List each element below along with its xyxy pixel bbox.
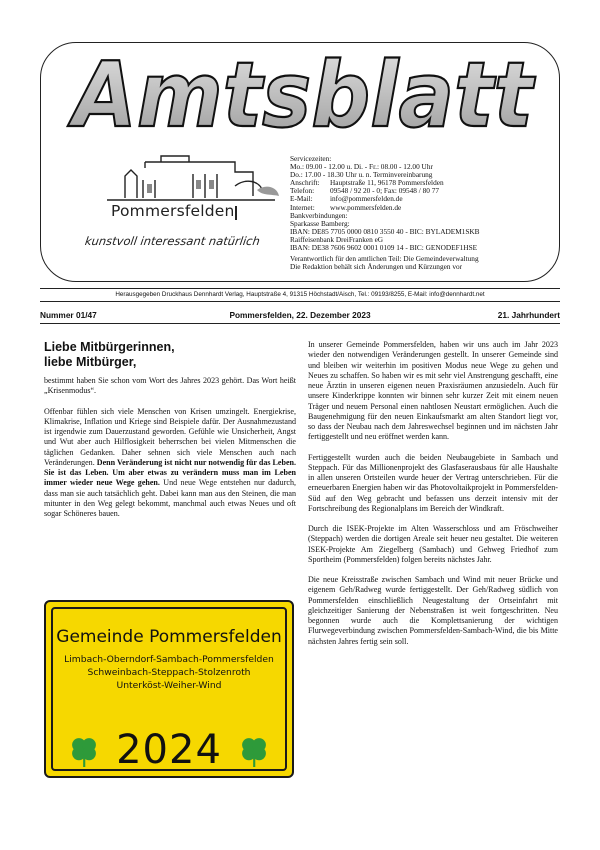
contact-row: [290, 212, 560, 220]
logo-divider: [235, 206, 237, 220]
greeting-line-2: liebe Mitbürger,: [44, 354, 137, 369]
article-greeting: [44, 340, 296, 369]
contact-value: Do.: 17.00 - 18.30 Uhr u. n. Terminvereinbarung: [290, 171, 433, 180]
sign-year: 2024: [116, 727, 222, 773]
paragraph-roads: Die neue Kreisstraße zwischen Sambach und Wind mit neuer Brücke und eigenem Geh/Radweg wurde fertiggestellt. Der Geh/Radweg südlich von Pommersfelden einschließlich Neugestaltung der Ortseinfahrt mit gleichzeitiger Sanierung der Nebenstraßen ist weit fortgeschritten. Neu begonnen wurde auch die Komplettsanierung der wichtigen Flurwegeverbindung zwischen Pommersfelden-Sambach-Wind, die bis Mitte nächsten Jahres fertig sein soll.: [308, 575, 558, 646]
contact-label: E-Mail:: [290, 195, 313, 204]
contact-value: info@pommersfelden.de: [330, 195, 403, 204]
sign-title: Gemeinde Pommersfelden: [56, 627, 282, 647]
paragraph-crisis-start: Offenbar fühlen sich viele Menschen von Krisen umzingelt. Energiekrise, Klimakrise, Inflation und Kriege sind Beispiele dafür. Der Ausnahmezustand ist irgendwie zum Dauerzustand geworden. Gefühle wie Unsicherheit, Angst und Wut aber auch Hilflosigkeit beherrschen bei vielen Mitmenschen die täglichen Gedanken. Daher sehnen sich viele Menschen auch nach Veränderungen.: [44, 406, 296, 467]
contact-row: [290, 228, 560, 236]
logo-town-name: Pommersfelden: [111, 202, 235, 220]
contact-row: [290, 244, 560, 252]
contact-value: Raiffeisenbank DreiFranken eG: [290, 235, 384, 244]
contact-label: Anschrift:: [290, 179, 320, 188]
contact-value: Die Redaktion behält sich Änderungen und Kürzungen vor: [290, 263, 463, 272]
contact-row: [290, 220, 560, 228]
contact-value: 09548 / 92 20 - 0; Fax: 09548 / 80 77: [330, 187, 440, 196]
contact-value: Mo.: 09.00 - 12.00 u. Di. - Fr.: 08.00 - 12.00 Uhr: [290, 163, 433, 172]
issue-number: Nummer 01/47: [40, 310, 97, 320]
contact-label: Bankverbindungen:: [290, 211, 348, 220]
paragraph-crisis-emphasis: Denn Veränderung ist nicht nur notwendig für das Leben. Sie ist das Leben. Um aber etwas zu verändern muss man im Leben immer wieder neue Wege gehen.: [44, 457, 297, 488]
paragraph-development: Fertiggestellt wurden auch die beiden Neubaugebiete in Sambach und Steppach. Für das Millionenprojekt des Glasfaserausbaus für alle Haushalte in allen unseren Ortsteilen wurde heuer der Vertrag unterschrieben. Für die erneuerbaren Energien haben wir das Photovoltaikprojekt in Pommersfelden-Süd auf den Weg gebracht und befassen uns derzeit intensiv mit der Fortschreibung des Regionalplans im Bereich der Windkraft.: [308, 452, 558, 513]
contact-label: Sparkasse Bamberg:: [290, 219, 350, 228]
town-sign-image: [44, 600, 294, 778]
greeting-line-1: Liebe Mitbürgerinnen,: [44, 340, 175, 354]
article-left-column: [44, 340, 296, 529]
contact-label: Internet:: [290, 203, 315, 212]
town-sign-border: [51, 607, 287, 771]
contact-value: Hauptstraße 11, 96178 Pommersfelden: [330, 179, 444, 188]
issue-line: [40, 308, 560, 324]
issue-place-date: Pommersfelden, 22. Dezember 2023: [229, 310, 371, 320]
municipality-logo: [85, 150, 285, 260]
contact-block: [290, 155, 560, 271]
masthead-title: [48, 42, 558, 142]
contact-value: IBAN: DE38 7606 9602 0001 0109 14 - BIC: GENODEF1HSE: [290, 244, 478, 253]
contact-row: [290, 263, 560, 271]
contact-row: [290, 195, 560, 203]
issue-century: 21. Jahrhundert: [497, 310, 560, 320]
paragraph-crisis-end: Und neue Wege entstehen nur dadurch, dass man sie auch tatsächlich geht. Dabei kann man aus den Steinen, die man mitunter in den Weg gelegt bekommt, manchmal auch etwas Neues und oft sogar Schöneres bauen.: [44, 478, 296, 518]
contact-row: [290, 155, 560, 163]
contact-row: [290, 187, 560, 195]
contact-value: Verantwortlich für den amtlichen Teil: Die Gemeindeverwaltung: [290, 255, 479, 264]
paragraph-intro: bestimmt haben Sie schon vom Wort des Jahres 2023 gehört. Das Wort heißt „Krisenmodus“.: [44, 376, 296, 396]
contact-value: www.pommersfelden.de: [330, 203, 402, 212]
contact-label: Servicezeiten:: [290, 155, 332, 163]
article-right-column: [308, 340, 558, 657]
publisher-line: Herausgegeben Druckhaus Dennhardt Verlag, Hauptstraße 4, 91315 Höchstadt/Aisch, Tel.: 09193/8255, E-Mail: info@dennhardt.net: [40, 288, 560, 302]
masthead-text: Amtsblatt: [67, 43, 536, 142]
logo-slogan: kunstvoll interessant natürlich: [84, 234, 261, 248]
sign-line-1: Limbach-Oberndorf-Sambach-Pommersfelden: [64, 654, 274, 665]
paragraph-crisis: [44, 407, 296, 520]
contact-row: [290, 163, 560, 171]
contact-row: [290, 236, 560, 244]
sign-line-3: Unterköst-Weiher-Wind: [116, 680, 222, 691]
contact-row: [290, 255, 560, 263]
clover-left-icon: [67, 733, 101, 767]
contact-label: Telefon:: [290, 187, 315, 196]
clover-right-icon: [237, 733, 271, 767]
sign-line-2: Schweinbach-Steppach-Stolzenroth: [87, 667, 251, 678]
contact-row: [290, 179, 560, 187]
paragraph-achievements: In unserer Gemeinde Pommersfelden, haben wir uns auch im Jahr 2023 wieder den notwendigen Veränderungen gestellt. In unserer Gemeinde sind und bleiben wir weiterhin im positiven Modus neue Wege zu gehen und Neues zu schaffen. So haben wir es mit sehr viel Anstrengung geschafft, eine neue Ärztin in unseren eigenen neuen Praxisräumen anzusiedeln. Auch für unsere Kinderkrippe konnten wir binnen sehr kurzer Zeit mit einem neuen Träger und neuem Personal einen nahtlosen Neustart ermöglichen. Auch die Baugenehmigung für den neuen Einkaufsmarkt am alten Standort liegt vor, so dass der Neubau nach dem Jahreswechsel beginnen und im nächsten Jahr fertiggestellt und neu eröffnet werden kann.: [308, 340, 558, 442]
paragraph-isek: Durch die ISEK-Projekte im Alten Wasserschloss und am Fröschweiher (Steppach) werden die dortigen Areale seit heuer neu gestaltet. Die weiteren ISEK-Projekte Am Ziegelberg (Sambach) und Gehweg Friedhof zum Sportheim (Pommersfelden) folgen bereits nächstes Jahr.: [308, 524, 558, 564]
contact-row: [290, 204, 560, 212]
contact-row: [290, 171, 560, 179]
contact-value: IBAN: DE85 7705 0000 0810 3550 40 - BIC: BYLADEM1SKB: [290, 227, 480, 236]
